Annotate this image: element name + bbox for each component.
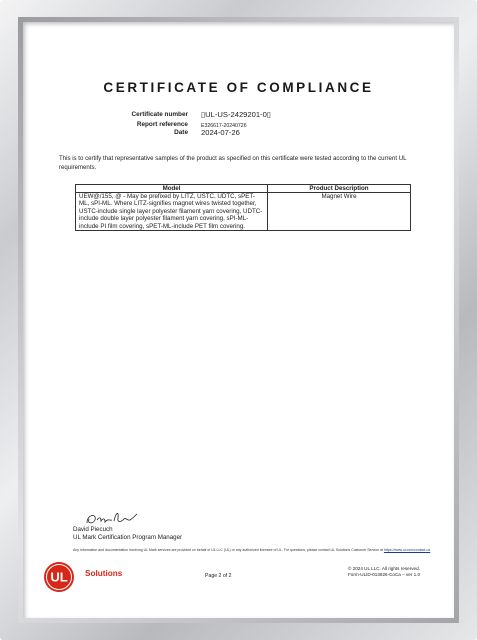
disclaimer-text: Any information and documentation involving UL Mark services are provided on behalf of UL LLC (UL) or any authorized licensee of UL. For questions, please contact UL Solutions Customer Service at (73, 548, 383, 552)
signature-image (83, 508, 143, 528)
form-id: Form-ULID-013926-CoCa – ver 1.0 (348, 572, 420, 577)
signer-title: UL Mark Certification Program Manager (73, 534, 183, 541)
contact-link[interactable]: https://www.ul.com/contact-us (383, 548, 431, 552)
brand-name: Solutions (85, 569, 123, 578)
copyright-block (348, 566, 420, 578)
table-header-row (76, 185, 411, 193)
date-label: Date (174, 129, 188, 136)
product-description-column-header: Product Description (268, 185, 411, 193)
product-table (75, 184, 411, 231)
certificate-title: CERTIFICATE OF COMPLIANCE (103, 80, 374, 95)
certificate-page (23, 22, 454, 618)
report-reference-value: E326617-20240726 (201, 123, 247, 129)
signer-block (73, 526, 182, 542)
model-column-header: Model (76, 185, 268, 193)
product-description-cell: Magnet Wire (268, 193, 411, 231)
signer-name: David Piecuch (73, 526, 113, 533)
certificate-number-label: Certificate number (131, 111, 188, 118)
svg-text:UL: UL (50, 569, 68, 585)
certificate-number-value: ▯UL-US-2429201-0▯ (201, 110, 271, 119)
table-row (76, 193, 411, 231)
certification-statement: This is to certify that representative samples of the product as specified on this certificate were tested according to the current UL requirements. (59, 155, 407, 171)
ul-logo (43, 561, 75, 593)
copyright-text: © 2024 UL LLC. All rights reserved. (348, 566, 420, 571)
model-cell: UEW@/155, @ - May be prefixed by LITZ, USTC, UDTC, sPET-ML, sPI-ML. Where LITZ-signifies magnet wires twisted together, USTC-include single layer polyester filament yarn covering, UDTC-include double layer polyester filament yarn covering, sPI-ML-include PI film covering, sPET-ML-include PET film covering. (76, 193, 268, 231)
page-number: Page 2 of 2 (205, 573, 232, 579)
disclaimer (73, 548, 458, 553)
report-reference-label: Report reference (136, 121, 188, 128)
date-value: 2024-07-26 (201, 128, 240, 137)
